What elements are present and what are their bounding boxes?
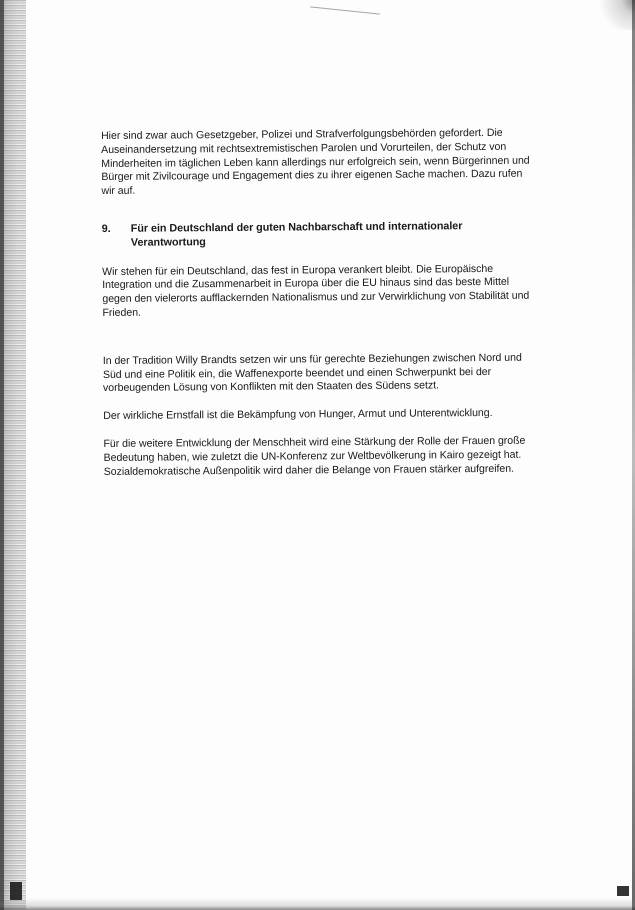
section-title: Für ein Deutschland der guten Nachbarschaft und internationaler Verantwortung xyxy=(130,220,463,249)
document-body xyxy=(101,127,534,480)
paragraph-europe: Wir stehen für ein Deutschland, das fest in Europa verankert bleibt. Die Europäische Integration und die Zusammenarbeit in Europa über die EU hinaus sind das beste Mittel gegen den vielerorts aufflackernden Nationalismus und zur Verwirklichung von Stabilität und Frieden. xyxy=(102,262,530,319)
paragraph-civil-courage: Hier sind zwar auch Gesetzgeber, Polizei und Strafverfolgungsbehörden gefordert. Die Auseinandersetzung mit rechtsextremistischen Parolen und Vorurteilen, der Schutz von Minderheiten im täglichen Leben kann allerdings nur erfolgreich sein, wenn Bürgerinnen und Bürger mit Zivilcourage und Engagement dies zu ihrer eigenen Sache machen. Dazu rufen wir auf. xyxy=(101,126,530,198)
paragraph-hunger: Der wirkliche Ernstfall ist die Bekämpfung von Hunger, Armut und Unterentwicklung. xyxy=(103,407,493,423)
section-number: 9. xyxy=(101,222,111,235)
section-heading xyxy=(102,220,532,251)
scan-border-bottom xyxy=(0,898,635,910)
scan-noise-top-right xyxy=(595,0,635,30)
paragraph-women: Für die weitere Entwicklung der Menschheit wird eine Stärkung der Rolle der Frauen große Bedeutung haben, wie zuletzt die UN-Konferenz zur Weltbevölkerung in Kairo gezeigt hat. Sozialdemokratische Außenpolitik wird daher die Belange von Frauen stärker aufgreifen. xyxy=(103,434,526,478)
paragraph-north-south: In der Tradition Willy Brandts setzen wir uns für gerechte Beziehungen zwischen Nord und Süd und eine Politik ein, die Waffenexporte beendet und einen Schwerpunkt bei der vorbeugenden Lösung von Konflikten mit den Staaten des Südens setzt. xyxy=(102,351,522,395)
scan-scratch xyxy=(310,6,380,14)
scan-border-left xyxy=(0,0,4,910)
scan-mark-bottom-right xyxy=(617,886,629,896)
scan-mark-bottom-left xyxy=(10,882,22,900)
